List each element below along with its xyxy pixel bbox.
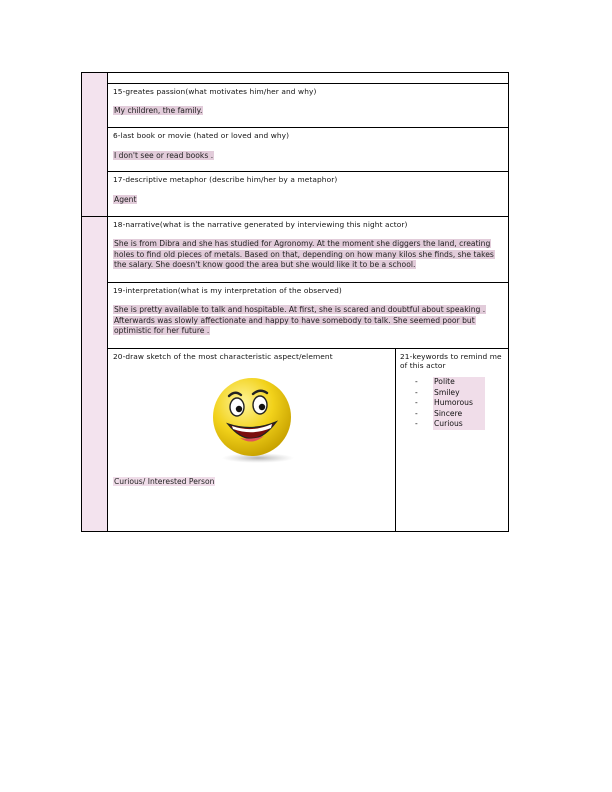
- section-15: [107, 83, 509, 128]
- list-item: - Smiley: [415, 388, 485, 399]
- keyword-polite: Polite: [433, 377, 485, 388]
- list-item: - Curious: [415, 419, 485, 430]
- section-16-answer: [113, 151, 214, 162]
- section-19: [107, 282, 509, 349]
- list-item: - Humorous: [415, 398, 485, 409]
- section-17-label: 17-descriptive metaphor (describe him/her by a metaphor): [113, 175, 338, 184]
- keyword-curious: Curious: [433, 419, 485, 430]
- form-sheet: [81, 72, 509, 532]
- section-21: [395, 348, 509, 532]
- section-15-answer-text: My children, the family.: [114, 106, 203, 115]
- section-16-answer-text: I don't see or read books .: [114, 151, 214, 160]
- list-item: - Polite: [415, 377, 485, 388]
- section-17-answer-text: Agent: [114, 195, 137, 204]
- section-18-label: 18-narrative(what is the narrative generated by interviewing this night actor): [113, 220, 408, 229]
- section-15-answer: [113, 106, 203, 117]
- section-20: [107, 348, 396, 532]
- sidebar-column-top: [81, 72, 108, 217]
- section-19-label: 19-interpretation(what is my interpretation of the observed): [113, 286, 342, 295]
- section-16-label: 6-last book or movie (hated or loved and why): [113, 131, 290, 140]
- keyword-sincere: Sincere: [433, 409, 485, 420]
- section-18-answer-text: She is from Dibra and she has studied for Agronomy. At the moment she diggers the land, creating holes to find old pieces of metals. Based on that, depending on how many kilos she finds, she takes the salary. She doesn't know good the area but she would like it to be a school.: [114, 239, 494, 270]
- keyword-smiley: Smiley: [433, 388, 485, 399]
- curious-caption: [113, 477, 215, 488]
- section-21-label-line1: 21-keywords to remind me: [400, 352, 502, 361]
- keyword-list: [415, 377, 485, 430]
- section-21-label-line2: of this actor: [400, 361, 446, 370]
- section-20-label: 20-draw sketch of the most characteristic aspect/element: [113, 352, 333, 361]
- section-18-answer: [113, 239, 505, 271]
- section-19-answer: [113, 305, 488, 337]
- sidebar-column-bottom: [81, 216, 108, 532]
- section-18: [107, 216, 509, 283]
- curious-caption-text: Curious/ Interested Person: [114, 477, 215, 486]
- section-16: [107, 127, 509, 172]
- smiley-face-icon: [208, 376, 300, 466]
- keyword-humorous: Humorous: [433, 398, 485, 409]
- section-17-answer: [113, 195, 137, 206]
- list-item: - Sincere: [415, 409, 485, 420]
- section-19-answer-text: She is pretty available to talk and hospitable. At first, she is scared and doubtful about speaking . Afterwards was slowly affectionate and happy to have somebody to talk. She seemed poor but optimistic for her future .: [114, 305, 486, 336]
- section-15-label: 15-greates passion(what motivates him/her and why): [113, 87, 317, 96]
- section-17: [107, 171, 509, 217]
